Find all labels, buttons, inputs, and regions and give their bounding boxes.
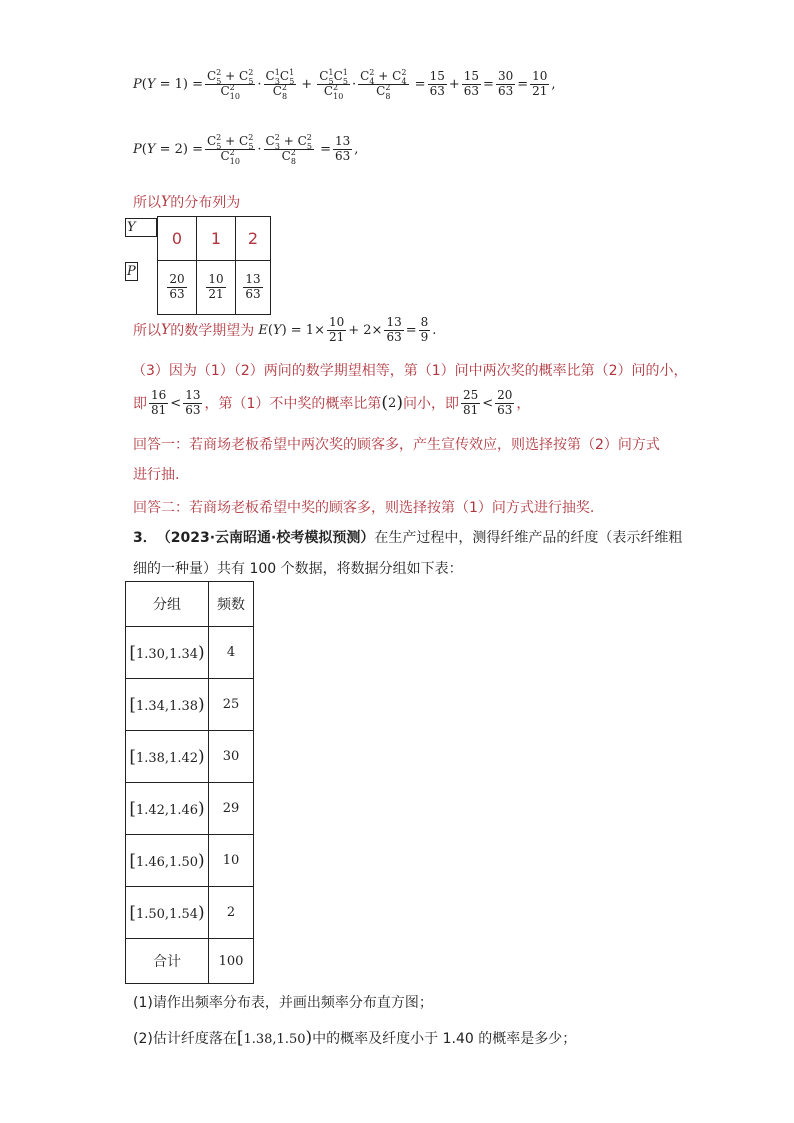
question-3-line1: 3． （2023·云南昭通·校考模拟预测） 在生产过程中，测得纤维产品的纤度（表示纤维粗 bbox=[133, 527, 682, 547]
part3-line2: 即 $\frac{16}{81}$ < $\frac{13}{63}$ ，第（1）不中奖的概率比第 ( 2 ) 问小，即 $\frac{25}{81}$ < $\frac{20}{63}$ ， bbox=[133, 388, 531, 417]
interval-cell: [1.34,1.38) bbox=[126, 679, 209, 731]
result-frac-2: $\frac{15}{63}$ bbox=[463, 69, 480, 98]
freq-header-row bbox=[126, 582, 254, 627]
dist-prob-0: $\frac{20}{63}$ bbox=[158, 261, 197, 315]
eq2-value: = 2 bbox=[159, 141, 183, 157]
dist-label-y: Y bbox=[125, 218, 157, 237]
table-row bbox=[126, 627, 254, 679]
count-cell: 25 bbox=[209, 679, 254, 731]
table-row bbox=[126, 679, 254, 731]
subquestion-2: (2)估计纤度落在 [1.38,1.50) 中的概率及纤度小于 1.40 的概率是多少； bbox=[133, 1028, 577, 1048]
interval-cell: [1.46,1.50) bbox=[126, 835, 209, 887]
count-cell: 30 bbox=[209, 731, 254, 783]
dist-row-p bbox=[125, 261, 271, 315]
eq-end: , bbox=[551, 76, 556, 92]
dist-intro: 所以 Y 的分布列为 bbox=[133, 194, 241, 211]
table-row bbox=[126, 887, 254, 939]
header-count: 频数 bbox=[209, 582, 254, 627]
equation-p-y-2: P ( Y = 2 ) = $\frac{C^2_5 + C^2_5}{C^2_{10}}$ · $\frac{C^2_3 + C^2_5}{C^2_8}$ = $\frac{13}{63}$ , bbox=[133, 133, 359, 166]
table-row bbox=[126, 783, 254, 835]
table-row bbox=[126, 835, 254, 887]
dist-prob-1: $\frac{10}{21}$ bbox=[197, 261, 236, 315]
total-row bbox=[126, 939, 254, 984]
expectation-line: 所以 Y 的数学期望为 E ( Y ) = 1× $\frac{10}{21}$ + 2× $\frac{13}{63}$ = $\frac{8}{9}$ . bbox=[133, 315, 437, 344]
eq-value: = 1 bbox=[159, 76, 183, 92]
fraction-3: $\frac{C^1_5C^1_5}{C^2_{10}}$ bbox=[319, 68, 348, 101]
eq-symbol-p: P bbox=[133, 76, 142, 92]
interval-cell: [1.50,1.54) bbox=[126, 887, 209, 939]
question-3-line2: 细的一种量）共有 100 个数据，将数据分组如下表： bbox=[133, 561, 463, 577]
count-cell: 29 bbox=[209, 783, 254, 835]
interval-cell: [1.38,1.42) bbox=[126, 731, 209, 783]
dist-row-y bbox=[125, 217, 271, 261]
total-value: 100 bbox=[209, 939, 254, 984]
interval-cell: [1.42,1.46) bbox=[126, 783, 209, 835]
part3-line1: （3）因为（1）（2）两问的数学期望相等，第（1）问中两次奖的概率比第（2）问的小， bbox=[132, 363, 688, 379]
interval-cell: [1.30,1.34) bbox=[126, 627, 209, 679]
fraction-4: $\frac{C^2_4 + C^2_4}{C^2_8}$ bbox=[360, 68, 407, 101]
answer1-line1: 回答一：若商场老板希望中两次奖的顾客多，产生宣传效应，则选择按第（2）问方式 bbox=[133, 437, 660, 453]
eq2-result: $\frac{13}{63}$ bbox=[335, 134, 351, 163]
result-frac-4: $\frac{10}{21}$ bbox=[532, 69, 548, 98]
count-cell: 10 bbox=[209, 835, 254, 887]
count-cell: 2 bbox=[209, 887, 254, 939]
fraction-2: $\frac{C^1_3C^1_5}{C^2_8}$ bbox=[265, 68, 295, 101]
question-number: 3． bbox=[133, 530, 157, 546]
equation-p-y-1: P ( Y = 1 ) = $\frac{C^2_5 + C^2_5}{C^2_{10}}$ · $\frac{C^1_3C^1_5}{C^2_8}$ + $\frac{C^1_5C^1_5}{C^2_{10}}$ · $\frac{C^2_4 + C^2_4}{C^2_8}$ = $\frac{15}{63}$ + $\frac{15}{63}$ = $\frac{30}{63}$ = $\frac{10}{21}$ , bbox=[133, 68, 556, 101]
dist-value-2: 2 bbox=[236, 217, 271, 261]
dist-value-0: 0 bbox=[158, 217, 197, 261]
fraction-1: $\frac{C^2_5 + C^2_5}{C^2_{10}}$ bbox=[206, 68, 254, 101]
eq2-fraction-2: $\frac{C^2_3 + C^2_5}{C^2_8}$ bbox=[265, 133, 312, 166]
total-label: 合计 bbox=[126, 939, 209, 984]
subquestion-1: (1)请作出频率分布表，并画出频率分布直方图； bbox=[133, 995, 433, 1011]
answer1-line2: 进行抽. bbox=[133, 467, 180, 483]
eq-symbol-y: Y bbox=[146, 76, 156, 92]
eq2-end: , bbox=[354, 141, 359, 157]
question-source: （2023·云南昭通·校考模拟预测） bbox=[156, 530, 375, 546]
result-frac-3: $\frac{30}{63}$ bbox=[497, 69, 514, 98]
eq2-fraction-1: $\frac{C^2_5 + C^2_5}{C^2_{10}}$ bbox=[206, 133, 254, 166]
result-frac-1: $\frac{15}{63}$ bbox=[429, 69, 445, 98]
header-group: 分组 bbox=[126, 582, 209, 627]
answer2-line: 回答二：若商场老板希望中奖的顾客多，则选择按第（1）问方式进行抽奖. bbox=[133, 500, 595, 516]
dist-value-1: 1 bbox=[197, 217, 236, 261]
count-cell: 4 bbox=[209, 627, 254, 679]
dist-prob-2: $\frac{13}{63}$ bbox=[236, 261, 271, 315]
table-row bbox=[126, 731, 254, 783]
distribution-table bbox=[125, 216, 271, 315]
dist-label-p: P bbox=[127, 263, 136, 279]
frequency-table bbox=[125, 581, 254, 984]
